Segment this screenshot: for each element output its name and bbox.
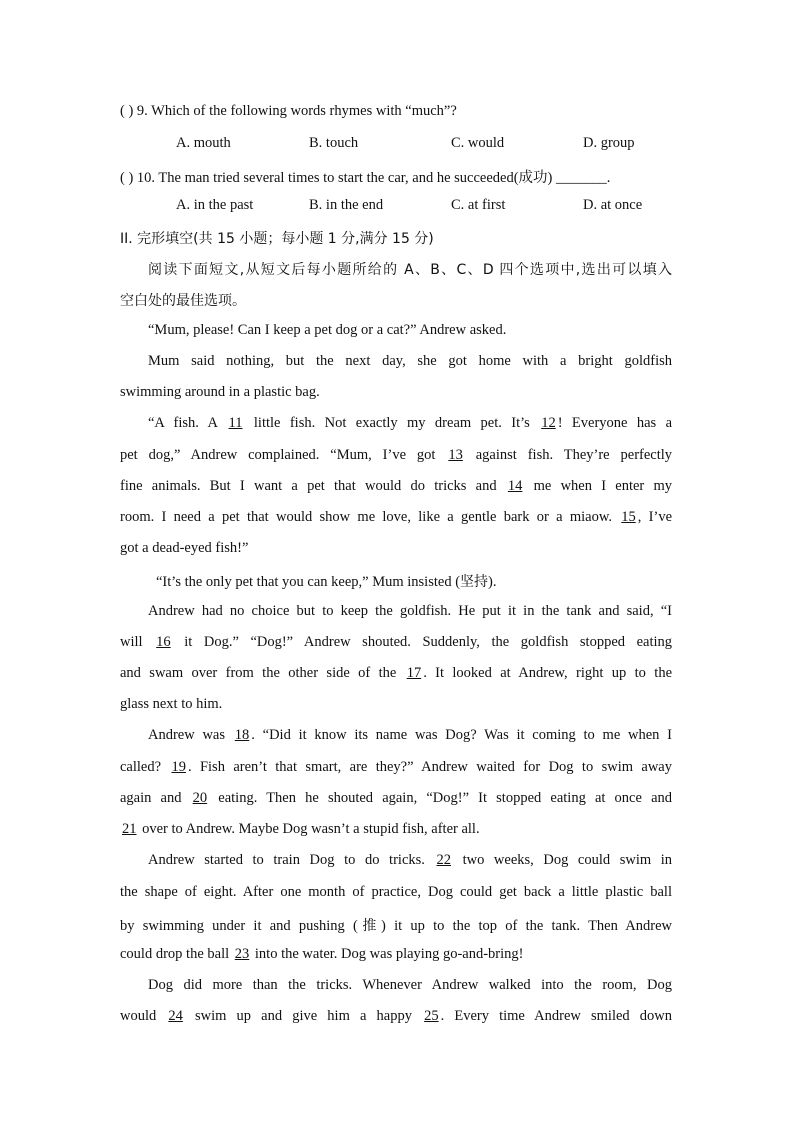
q10-option-b[interactable]: B. in the end [309, 197, 384, 213]
text-segment: . Fish aren’t that smart, are they?” Andrew waited for Dog to swim away [187, 759, 672, 775]
passage-line [148, 415, 672, 432]
question-9 [120, 103, 672, 120]
text-segment: Andrew started to train Dog to do tricks. [148, 852, 425, 868]
blank-22[interactable]: 22 [436, 852, 451, 868]
text-segment: into the water. Dog was playing go-and-bring! [254, 946, 524, 962]
q10-option-d[interactable]: D. at once [583, 197, 643, 213]
question-10 [120, 166, 672, 187]
blank-16[interactable]: 16 [156, 634, 171, 650]
text-segment: two weeks, Dog could swim in [462, 852, 673, 868]
text-segment: could drop the ball [120, 946, 230, 962]
text-segment: “A fish. A [148, 415, 218, 431]
passage-line: swimming around in a plastic bag. [120, 384, 320, 400]
blank-14[interactable]: 14 [507, 478, 523, 494]
text-segment: room. I need a pet that would show me love, like a gentle bark or a miaow. [120, 509, 612, 525]
passage-line: Mum said nothing, but the next day, she got home with a bright goldfish [148, 353, 672, 369]
passage-line [120, 946, 672, 963]
q9-option-c[interactable]: C. would [451, 135, 505, 151]
text-segment: by swimming under it and pushing ( [120, 918, 358, 934]
text-segment: again and [120, 790, 182, 806]
q9-option-d[interactable]: D. group [583, 135, 635, 151]
text-segment: would [120, 1008, 157, 1024]
instruction-line-1: 阅读下面短文,从短文后每小题所给的 A、B、C、D 四个选项中,选出可以填入 [148, 262, 672, 278]
text-segment: 坚持 [460, 574, 489, 590]
instruction-line-2: 空白处的最佳选项。 [120, 293, 246, 309]
text-segment: . Every time Andrew smiled down [440, 1008, 673, 1024]
passage-line [120, 821, 672, 838]
blank-12[interactable]: 12 [541, 415, 556, 431]
passage-line [120, 915, 672, 935]
passage-line: Andrew had no choice but to keep the goldfish. He put it in the tank and said, “I [148, 603, 672, 619]
passage-line [120, 447, 672, 464]
text-segment: swim up and give him a happy [195, 1008, 412, 1024]
section-title: II. 完形填空(共 15 小题；每小题 1 分,满分 15 分) [120, 231, 434, 247]
blank-21[interactable]: 21 [122, 821, 137, 837]
passage-line [120, 478, 672, 495]
blank-18[interactable]: 18 [234, 727, 250, 743]
text-segment: eating. Then he shouted again, “Dog!” It stopped eating at once and [218, 790, 673, 806]
question-stem: 10. The man tried several times to start the car, and he succeeded(成功) _______. [136, 170, 611, 186]
passage-line [120, 634, 672, 651]
q9-option-a[interactable]: A. mouth [176, 135, 231, 151]
answer-paren[interactable]: ( ) [120, 103, 134, 119]
answer-paren[interactable]: ( ) [120, 170, 134, 186]
q10-option-c[interactable]: C. at first [451, 197, 506, 213]
passage-line [120, 509, 672, 526]
text-segment: pet dog,” Andrew complained. “Mum, I’ve got [120, 447, 436, 463]
text-segment: ! Everyone has a [557, 415, 673, 431]
text-segment: Andrew was [148, 727, 226, 743]
passage-line [148, 852, 672, 869]
text-segment: “It’s the only pet that you can keep,” Mum insisted ( [156, 574, 461, 590]
q10-option-a[interactable]: A. in the past [176, 197, 254, 213]
text-segment: called? [120, 759, 162, 775]
text-segment: fine animals. But I want a pet that would do tricks and [120, 478, 497, 494]
text-segment: . “Did it know its name was Dog? Was it coming to me when I [251, 727, 672, 743]
question-stem: 9. Which of the following words rhymes with “much”? [136, 103, 457, 119]
blank-15[interactable]: 15 [621, 509, 636, 525]
passage-line [148, 727, 672, 744]
passage-line: Dog did more than the tricks. Whenever Andrew walked into the room, Dog [148, 977, 672, 993]
blank-23[interactable]: 23 [234, 946, 250, 962]
passage-line [120, 665, 672, 682]
blank-13[interactable]: 13 [448, 447, 463, 463]
passage-line [120, 759, 672, 776]
text-segment: 推 [357, 918, 382, 934]
text-segment: ). [488, 574, 497, 590]
text-segment: will [120, 634, 143, 650]
text-segment: over to Andrew. Maybe Dog wasn’t a stupid fish, after all. [142, 821, 480, 837]
text-segment: little fish. Not exactly my dream pet. It’s [253, 415, 530, 431]
passage-line: glass next to him. [120, 696, 223, 712]
passage-line: got a dead-eyed fish!” [120, 540, 249, 556]
blank-25[interactable]: 25 [424, 1008, 439, 1024]
text-segment: ) it up to the top of the tank. Then Andrew [381, 918, 672, 934]
blank-19[interactable]: 19 [171, 759, 186, 775]
passage-line [156, 571, 708, 591]
text-segment: , I’ve [637, 509, 673, 525]
text-segment: . It looked at Andrew, right up to the [423, 665, 673, 681]
passage-line: the shape of eight. After one month of practice, Dog could get back a little plastic ball [120, 884, 672, 900]
passage-line: “Mum, please! Can I keep a pet dog or a cat?” Andrew asked. [148, 322, 507, 338]
text-segment: and swam over from the other side of the [120, 665, 397, 681]
blank-24[interactable]: 24 [168, 1008, 183, 1024]
passage-line [120, 1008, 672, 1025]
blank-20[interactable]: 20 [192, 790, 208, 806]
text-segment: it Dog.” “Dog!” Andrew shouted. Suddenly, the goldfish stopped eating [184, 634, 672, 650]
text-segment: against fish. They’re perfectly [475, 447, 673, 463]
q9-option-b[interactable]: B. touch [309, 135, 359, 151]
blank-17[interactable]: 17 [406, 665, 422, 681]
blank-11[interactable]: 11 [228, 415, 243, 431]
passage-line [120, 790, 672, 807]
text-segment: me when I enter my [533, 478, 673, 494]
